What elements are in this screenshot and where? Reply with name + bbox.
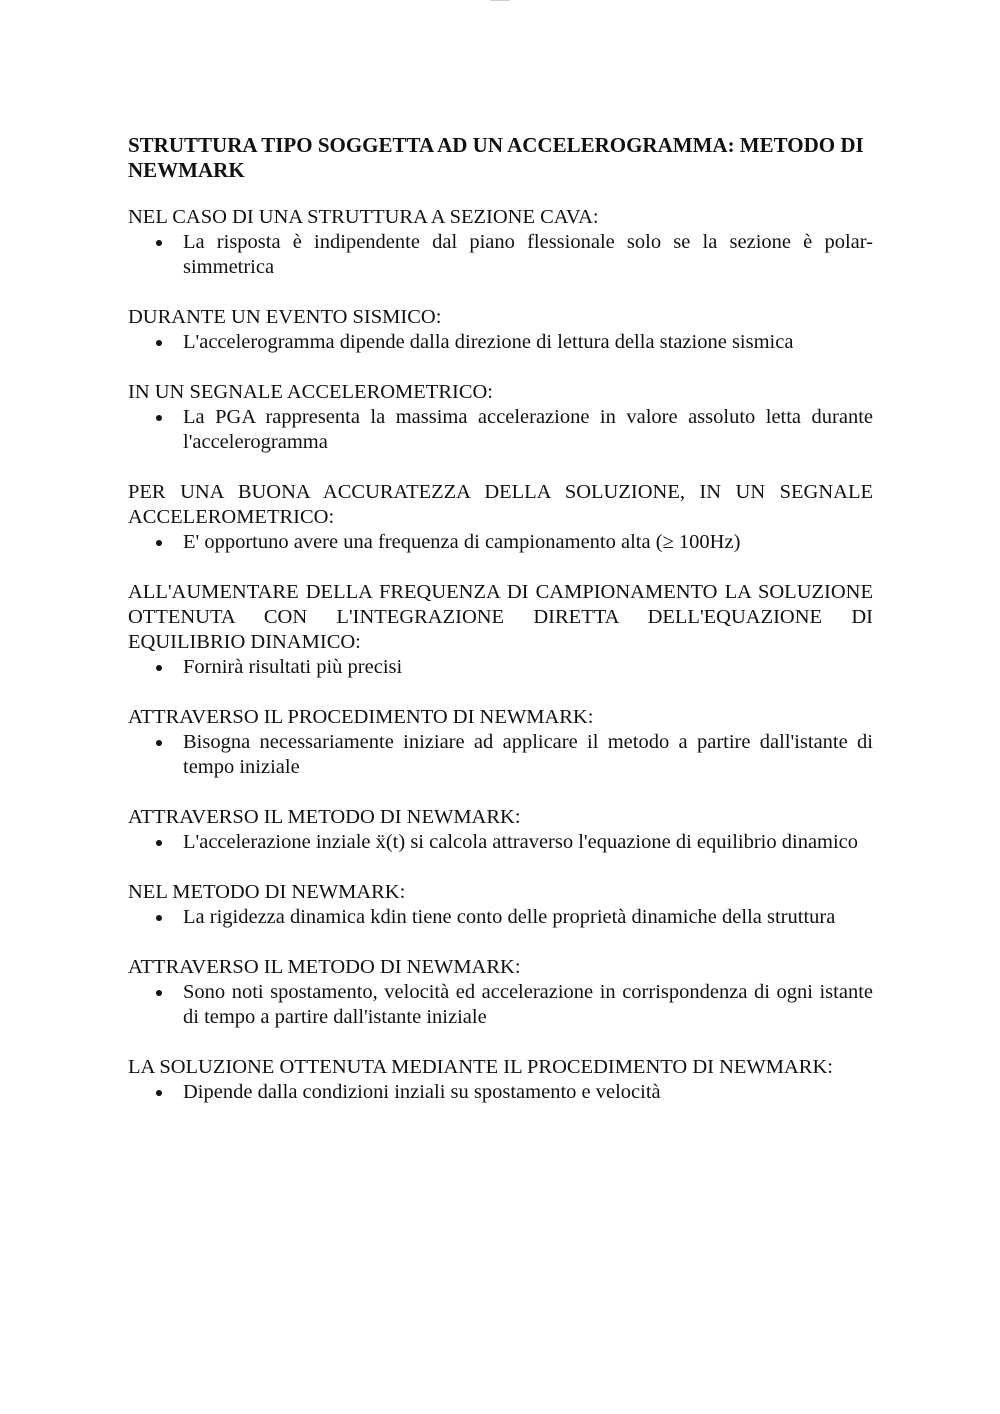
bullet-item — [128, 330, 873, 355]
bullet-item — [128, 405, 873, 455]
section-heading: PER UNA BUONA ACCURATEZZA DELLA SOLUZIONE, IN UN SEGNALE ACCELEROMETRICO: — [128, 481, 873, 528]
section-heading: DURANTE UN EVENTO SISMICO: — [128, 306, 442, 328]
section-9 — [128, 955, 873, 1030]
bullet-item — [128, 830, 873, 855]
section-heading: ATTRAVERSO IL METODO DI NEWMARK: — [128, 956, 521, 978]
section-3 — [128, 380, 873, 455]
section-heading: NEL METODO DI NEWMARK: — [128, 881, 406, 903]
section-2 — [128, 305, 873, 355]
bullet-list — [128, 530, 873, 555]
bullet-icon — [156, 415, 162, 421]
bullet-list — [128, 230, 873, 280]
bullet-text: Fornirà risultati più precisi — [183, 656, 403, 678]
section-6 — [128, 705, 873, 780]
section-heading: NEL CASO DI UNA STRUTTURA A SEZIONE CAVA: — [128, 206, 599, 228]
section-10 — [128, 1055, 873, 1105]
section-8 — [128, 880, 873, 930]
section-7 — [128, 805, 873, 855]
bullet-icon — [156, 990, 162, 996]
section-heading: LA SOLUZIONE OTTENUTA MEDIANTE IL PROCEDIMENTO DI NEWMARK: — [128, 1056, 833, 1078]
bullet-list — [128, 1080, 873, 1105]
bullet-item — [128, 905, 873, 930]
bullet-text: La rigidezza dinamica kdin tiene conto delle proprietà dinamiche della struttura — [183, 906, 836, 928]
bullet-text: La risposta è indipendente dal piano flessionale solo se la sezione è polar-simmetrica — [183, 231, 873, 278]
section-4 — [128, 480, 873, 555]
bullet-text: Sono noti spostamento, velocità ed accelerazione in corrispondenza di ogni istante di tempo a partire dall'istante iniziale — [183, 981, 873, 1028]
section-heading: ALL'AUMENTARE DELLA FREQUENZA DI CAMPIONAMENTO LA SOLUZIONE OTTENUTA CON L'INTEGRAZIONE DIRETTA DELL'EQUAZIONE DI EQUILIBRIO DINAMICO: — [128, 581, 873, 653]
section-5 — [128, 580, 873, 680]
section-1 — [128, 205, 873, 280]
section-heading: ATTRAVERSO IL PROCEDIMENTO DI NEWMARK: — [128, 706, 594, 728]
bullet-list — [128, 730, 873, 780]
bullet-list — [128, 330, 873, 355]
bullet-text: E' opportuno avere una frequenza di campionamento alta (≥ 100Hz) — [183, 531, 741, 553]
bullet-text: L'accelerazione inziale ẍ(t) si calcola attraverso l'equazione di equilibrio dinamico — [183, 831, 859, 853]
bullet-icon — [156, 1090, 162, 1096]
bullet-item — [128, 980, 873, 1030]
bullet-item — [128, 655, 873, 680]
document-title: STRUTTURA TIPO SOGGETTA AD UN ACCELEROGRAMMA: METODO DI NEWMARK — [128, 133, 864, 182]
bullet-icon — [156, 340, 162, 346]
section-heading: ATTRAVERSO IL METODO DI NEWMARK: — [128, 806, 521, 828]
bullet-list — [128, 980, 873, 1030]
bullet-text: Bisogna necessariamente iniziare ad applicare il metodo a partire dall'istante di tempo iniziale — [183, 731, 873, 778]
bullet-text: Dipende dalla condizioni inziali su spostamento e velocità — [183, 1081, 661, 1103]
bullet-text: La PGA rappresenta la massima accelerazione in valore assoluto letta durante l'accelerogramma — [183, 406, 873, 453]
section-heading: IN UN SEGNALE ACCELEROMETRICO: — [128, 381, 494, 403]
bullet-item — [128, 230, 873, 280]
bullet-icon — [156, 240, 162, 246]
bullet-list — [128, 830, 873, 855]
document-page — [128, 133, 873, 1130]
bullet-icon — [156, 740, 162, 746]
bullet-item — [128, 530, 873, 555]
bullet-list — [128, 655, 873, 680]
bullet-icon — [156, 915, 162, 921]
bullet-icon — [156, 665, 162, 671]
page-header-mark — [490, 0, 510, 4]
bullet-list — [128, 905, 873, 930]
bullet-item — [128, 1080, 873, 1105]
bullet-icon — [156, 840, 162, 846]
bullet-text: L'accelerogramma dipende dalla direzione di lettura della stazione sismica — [183, 331, 794, 353]
bullet-icon — [156, 540, 162, 546]
bullet-list — [128, 405, 873, 455]
bullet-item — [128, 730, 873, 780]
